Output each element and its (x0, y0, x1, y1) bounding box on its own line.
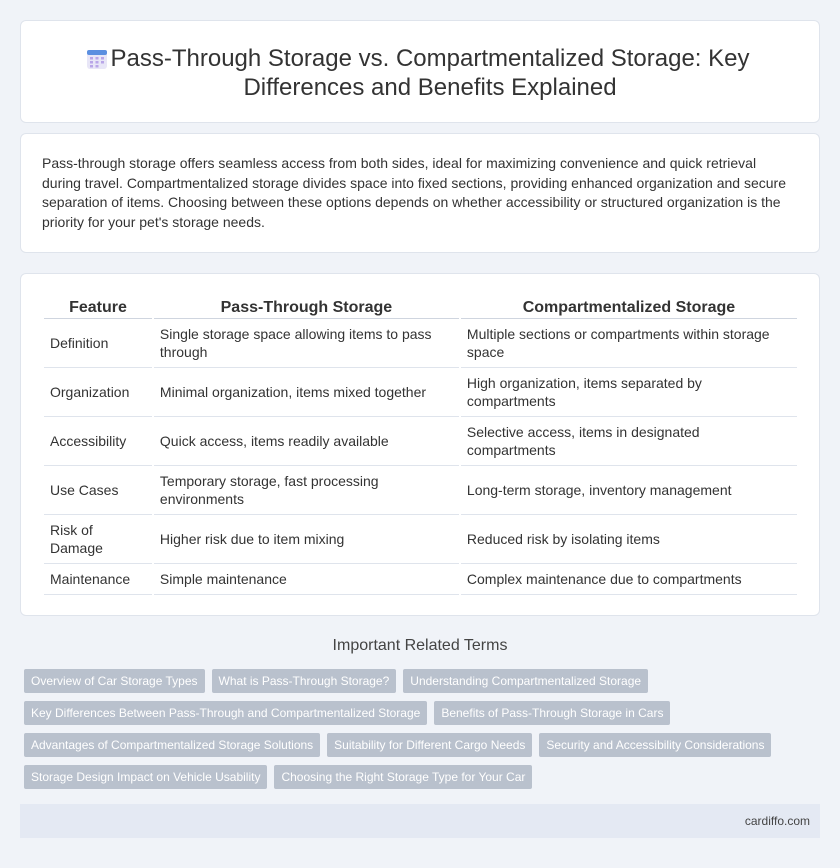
related-term-tag[interactable]: Choosing the Right Storage Type for Your Car (274, 765, 532, 789)
table-row (44, 319, 797, 368)
column-header: Feature (44, 295, 152, 319)
table-cell: Maintenance (44, 564, 152, 595)
related-term-tag[interactable]: Storage Design Impact on Vehicle Usability (24, 765, 267, 789)
related-term-tag[interactable]: Overview of Car Storage Types (24, 669, 205, 693)
related-term-tag[interactable]: Security and Accessibility Considerations (539, 733, 771, 757)
table-row (44, 515, 797, 564)
comparison-table-card (20, 273, 820, 616)
table-cell: Use Cases (44, 466, 152, 515)
column-header: Compartmentalized Storage (461, 295, 797, 319)
table-cell: Organization (44, 368, 152, 417)
table-cell: Reduced risk by isolating items (461, 515, 797, 564)
table-cell: Minimal organization, items mixed together (154, 368, 459, 417)
table-row (44, 564, 797, 595)
intro-card (20, 133, 820, 253)
intro-paragraph: Pass-through storage offers seamless access from both sides, ideal for maximizing convenience and quick retrieval during travel. Compartmentalized storage divides space into fixed sections, providing enhanced organization and secure separation of items. Choosing between these options depends on whether accessibility or structured organization is the priority for your pet's storage needs. (42, 155, 786, 230)
table-cell: Definition (44, 319, 152, 368)
table-cell: Complex maintenance due to compartments (461, 564, 797, 595)
page-title: Pass-Through Storage vs. Compartmentalized Storage: Key Differences and Benefits Explained (110, 45, 750, 101)
related-term-tag[interactable]: What is Pass-Through Storage? (212, 669, 397, 693)
table-cell: Simple maintenance (154, 564, 459, 595)
table-row (44, 417, 797, 466)
title-card (20, 20, 820, 123)
footer-site-link[interactable]: cardiffo.com (744, 814, 810, 828)
table-row (44, 466, 797, 515)
table-cell: Long-term storage, inventory management (461, 466, 797, 515)
table-cell: Risk of Damage (44, 515, 152, 564)
table-row (44, 368, 797, 417)
table-cell: Single storage space allowing items to pass through (154, 319, 459, 368)
related-term-tag[interactable]: Suitability for Different Cargo Needs (327, 733, 532, 757)
related-terms-heading: Important Related Terms (332, 637, 508, 654)
table-cell: Temporary storage, fast processing environments (154, 466, 459, 515)
table-cell: Higher risk due to item mixing (154, 515, 459, 564)
related-term-tag[interactable]: Benefits of Pass-Through Storage in Cars (434, 701, 670, 725)
related-term-tag[interactable]: Understanding Compartmentalized Storage (403, 669, 648, 693)
related-terms-list (24, 669, 804, 797)
table-cell: Selective access, items in designated compartments (461, 417, 797, 466)
table-cell: Quick access, items readily available (154, 417, 459, 466)
footer (20, 804, 820, 838)
column-header: Pass-Through Storage (154, 295, 459, 319)
table-cell: High organization, items separated by compartments (461, 368, 797, 417)
table-cell: Multiple sections or compartments within storage space (461, 319, 797, 368)
related-term-tag[interactable]: Advantages of Compartmentalized Storage Solutions (24, 733, 320, 757)
table-cell: Accessibility (44, 417, 152, 466)
table-header-row (44, 295, 797, 319)
comparison-table (42, 295, 799, 595)
related-term-tag[interactable]: Key Differences Between Pass-Through and Compartmentalized Storage (24, 701, 427, 725)
